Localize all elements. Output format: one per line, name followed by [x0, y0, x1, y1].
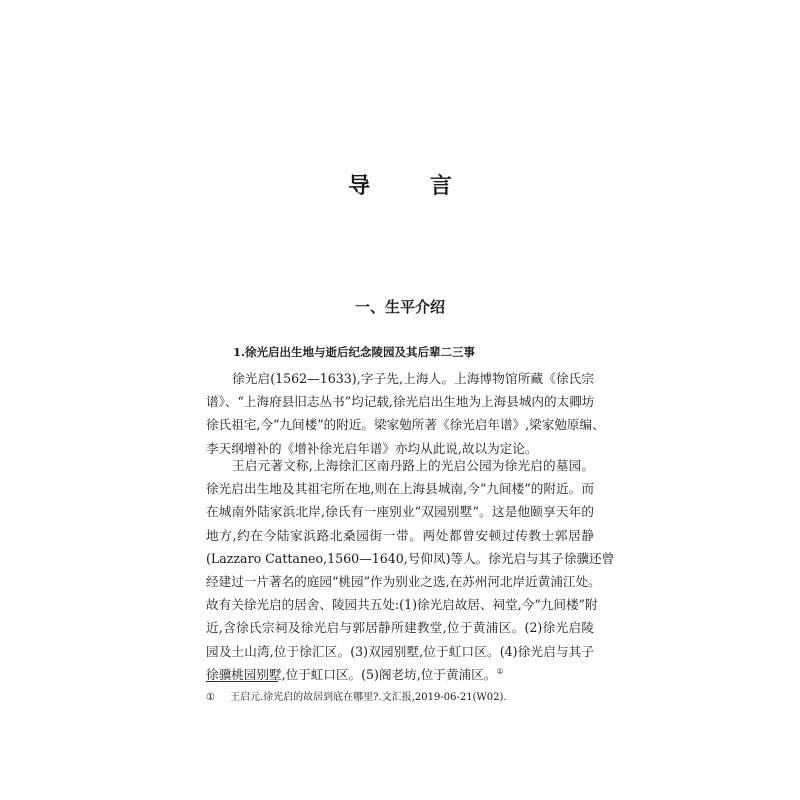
- paragraph-line: 李天纲增补的《增补徐光启年谱》亦均从此说,故以为定论。: [206, 440, 538, 456]
- paragraph-line: 徐光启出生地及其祖宅所在地,则在上海县城南,今“九间楼”的附近。而: [206, 481, 594, 497]
- paragraph-line: (Lazzaro Cattaneo,1560—1640,号仰凤)等人。徐光启与其子徐骥还曾: [206, 550, 615, 566]
- paragraph-line: 故有关徐光启的居舍、陵园共五处:(1)徐光启故居、祠堂,今“九间楼”附: [206, 597, 598, 613]
- footnote-text: 王启元.徐光启的故居到底在哪里?.文汇报,2019-06-21(W02).: [230, 692, 507, 703]
- paragraph-line: 王启元著文称,上海徐汇区南丹路上的光启公园为徐光启的墓园。: [232, 458, 594, 473]
- footnote-reference[interactable]: ①: [496, 666, 504, 676]
- section-heading: 一、生平介绍: [354, 298, 445, 316]
- footnote-divider: [206, 681, 278, 682]
- footnote: [206, 690, 594, 706]
- paragraph-line: 园及土山湾,位于徐汇区。(3)双园别墅,位于虹口区。(4)徐光启与其子: [206, 643, 594, 659]
- paragraph-line: 经建过一片著名的庭园“桃园”作为别业之选,在苏州河北岸近黄浦江处。: [206, 573, 601, 589]
- paragraph-line: 徐光启(1562—1633),字子先,上海人。上海博物馆所藏《徐氏宗: [232, 371, 594, 386]
- subsection-heading: 1.徐光启出生地与逝后纪念陵园及其后辈二三事: [233, 345, 476, 359]
- paragraph-line-last: [206, 663, 594, 686]
- paragraph-line: 地方,约在今陆家浜路北桑园街一带。两处都曾安顿过传教士郭居静: [206, 527, 594, 543]
- paragraph-line: 徐氏祖宅,今“九间楼”的附近。梁家勉所著《徐光启年谱》,梁家勉原编、: [206, 417, 605, 433]
- paragraph-line: 在城南外陆家浜北岸,徐氏有一座别业“双园别墅”。这是他颐享天年的: [206, 504, 594, 520]
- paragraph-line-text: 徐骥桃园别墅,位于虹口区。(5)阁老坊,位于黄浦区。: [206, 666, 497, 682]
- paragraph-1: [206, 367, 605, 460]
- footnote-marker: ①: [206, 692, 215, 703]
- page-title: 导 言: [348, 174, 478, 199]
- paragraph-line: 近,含徐氏宗祠及徐光启与郭居静所建教堂,位于黄浦区。(2)徐光启陵: [206, 620, 594, 636]
- paragraph-2: [206, 454, 615, 686]
- paragraph-line: 谱》、“上海府县旧志丛书”均记载,徐光启出生地为上海县城内的太卿坊: [206, 394, 595, 410]
